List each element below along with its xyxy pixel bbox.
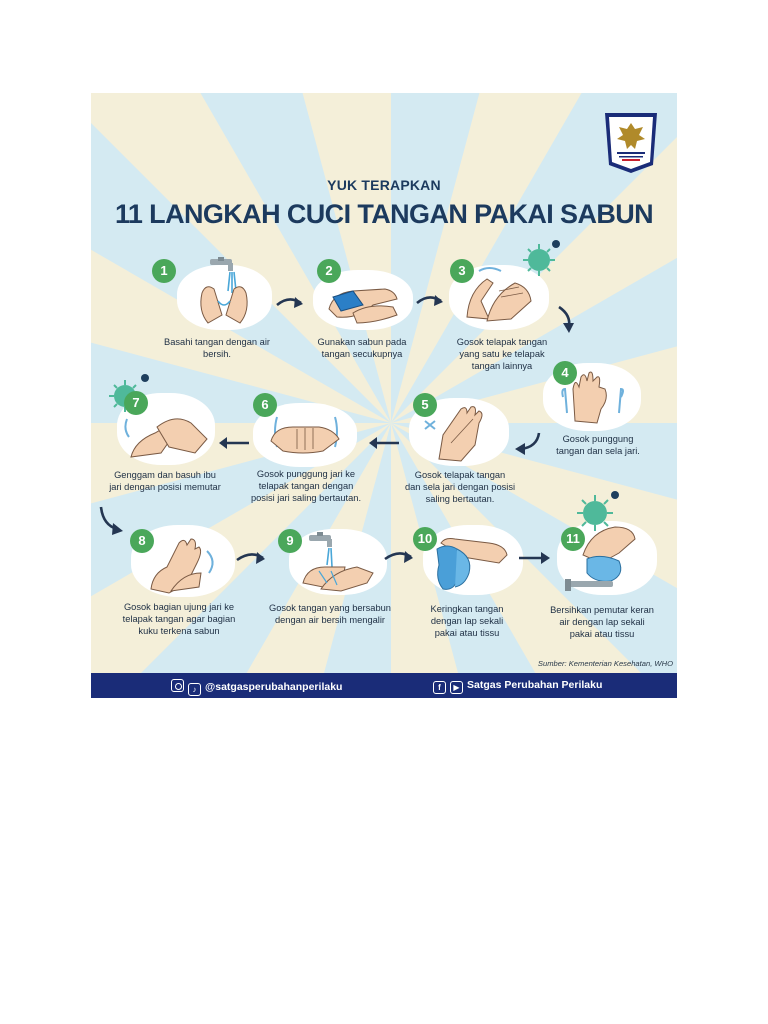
title-line-1: YUK TERAPKAN — [327, 177, 441, 193]
arrow-8-to-9-icon — [235, 548, 269, 568]
step-5-badge: 5 — [413, 393, 437, 417]
arrow-1-to-2-icon — [275, 293, 307, 311]
step-9-illustration — [297, 531, 379, 595]
arrow-6-to-7-icon — [217, 435, 251, 453]
step-11-badge: 11 — [561, 527, 585, 551]
step-6-illustration — [263, 407, 349, 467]
covid-task-force-logo — [597, 109, 665, 175]
step-1-caption: Basahi tangan dengan air bersih. — [164, 337, 270, 359]
virus-icon — [519, 238, 563, 278]
youtube-icon: ▶ — [450, 681, 463, 694]
step-5-caption: Gosok telapak tangan dan sela jari dengan posisi saling bertautan. — [404, 470, 516, 504]
step-7-badge: 7 — [124, 391, 148, 415]
step-6-badge: 6 — [253, 393, 277, 417]
arrow-10-to-11-icon — [517, 549, 553, 567]
arrow-2-to-3-icon — [415, 291, 447, 309]
arrow-5-to-6-icon — [367, 435, 401, 453]
step-10-illustration — [433, 533, 515, 595]
step-3-caption: Gosok telapak tangan yang satu ke telapak tangan lainnya — [456, 337, 548, 371]
step-8-badge: 8 — [130, 529, 154, 553]
step-1-illustration — [188, 257, 260, 333]
step-2-badge: 2 — [317, 259, 341, 283]
arrow-7-to-8-icon — [97, 505, 125, 539]
step-7-caption: Genggam dan basuh ibu jari dengan posisi memutar — [109, 470, 221, 492]
step-11-caption: Bersihkan pemutar keran air dengan lap sekali pakai atau tissu — [550, 605, 654, 639]
footer-bar — [91, 673, 677, 698]
step-10-badge: 10 — [413, 527, 437, 551]
facebook-icon: f — [433, 681, 446, 694]
step-3-badge: 3 — [450, 259, 474, 283]
step-9-badge: 9 — [278, 529, 302, 553]
footer-left-handle-group — [171, 679, 342, 696]
step-10-caption: Keringkan tangan dengan lap sekali pakai atau tissu — [430, 604, 504, 638]
tiktok-icon: ♪ — [188, 683, 201, 696]
step-9-caption: Gosok tangan yang bersabun dengan air bersih mengalir — [269, 603, 391, 625]
footer-right-handle[interactable]: Satgas Perubahan Perilaku — [467, 679, 603, 691]
step-2-illustration — [323, 273, 405, 329]
arrow-4-to-5-icon — [511, 431, 543, 455]
step-2-caption: Gunakan sabun pada tangan secukupnya — [317, 337, 407, 359]
instagram-icon — [171, 679, 184, 692]
source-note: Sumber: Kementerian Kesehatan, WHO — [537, 659, 673, 668]
step-6-caption: Gosok punggung jari ke telapak tangan dengan posisi jari saling bertautan. — [250, 469, 362, 503]
step-8-illustration — [143, 533, 227, 595]
step-4-caption: Gosok punggung tangan dan sela jari. — [556, 434, 640, 456]
infographic-poster — [91, 93, 677, 698]
footer-right-handle-group — [433, 679, 602, 694]
step-4-badge: 4 — [553, 361, 577, 385]
step-1-badge: 1 — [152, 259, 176, 283]
page-title: 11 LANGKAH CUCI TANGAN PAKAI SABUN — [114, 199, 654, 229]
arrow-3-to-4-icon — [555, 305, 577, 335]
arrow-9-to-10-icon — [383, 547, 417, 567]
footer-left-handle[interactable]: @satgasperubahanperilaku — [205, 681, 343, 693]
step-8-caption: Gosok bagian ujung jari ke telapak tangan agar bagian kuku terkena sabun — [122, 602, 236, 636]
